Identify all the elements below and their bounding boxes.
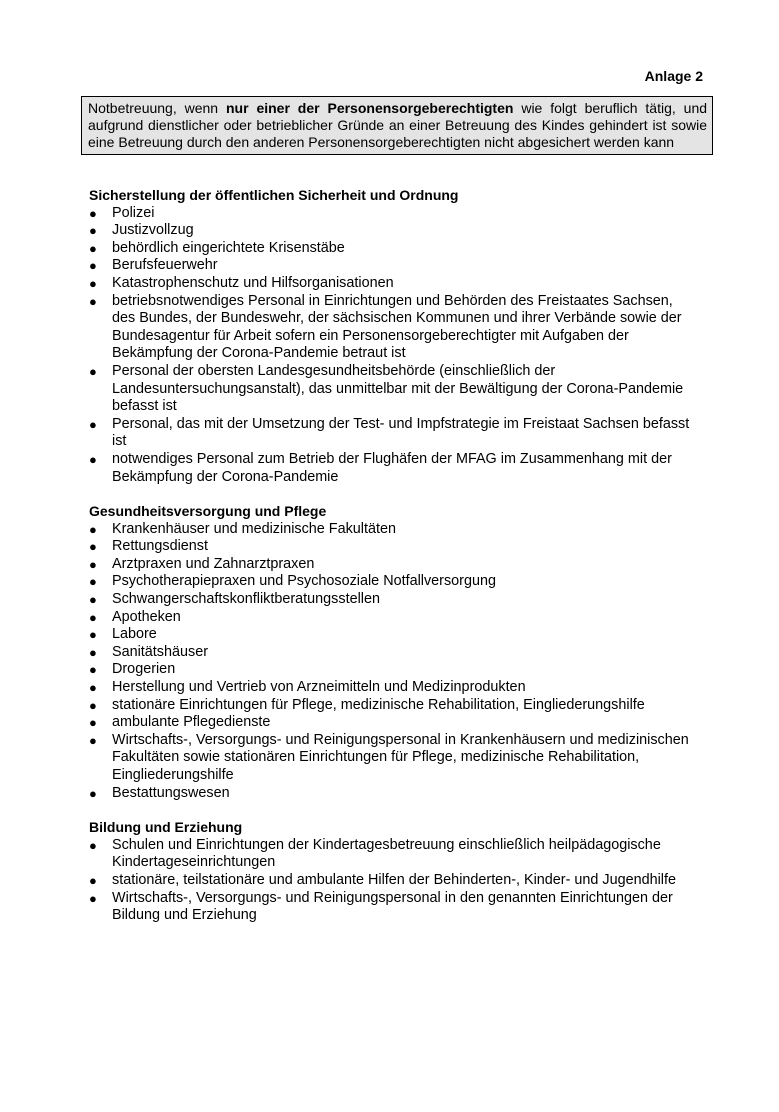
list-item-text: behördlich eingerichtete Krisenstäbe — [112, 239, 345, 256]
list-item — [89, 205, 699, 223]
bullet-icon: ● — [89, 837, 97, 853]
bullet-icon: ● — [89, 293, 97, 309]
list-item-text: Herstellung und Vertrieb von Arzneimitteln und Medizinprodukten — [112, 679, 526, 696]
list-item — [89, 293, 699, 363]
notice-text-start: Notbetreuung, wenn — [88, 100, 226, 116]
list-item-text: Drogerien — [112, 661, 176, 678]
list-item-text: Labore — [112, 626, 157, 643]
list-item — [89, 785, 699, 803]
section-title: Bildung und Erziehung — [89, 819, 243, 836]
list-item-text: ambulante Pflegedienste — [112, 714, 271, 731]
list-item — [89, 661, 699, 679]
list-item — [89, 521, 699, 539]
list-item-text: Schwangerschaftskonfliktberatungsstellen — [112, 591, 380, 608]
document-label: Anlage 2 — [644, 68, 703, 84]
item-list — [89, 521, 699, 803]
list-item — [89, 240, 699, 258]
list-item-text: Personal der obersten Landesgesundheitsbehörde (einschließlich der Landesuntersuchungsanstalt), das unmittelbar mit der Bewältigung der Corona-Pandemie befasst ist — [112, 362, 684, 415]
bullet-icon: ● — [89, 697, 97, 713]
sections-container — [89, 187, 699, 942]
bullet-icon: ● — [89, 223, 97, 239]
list-item — [89, 626, 699, 644]
list-item-text: Berufsfeuerwehr — [112, 257, 218, 274]
bullet-icon: ● — [89, 785, 97, 801]
list-item — [89, 732, 699, 785]
list-item-text: stationäre, teilstationäre und ambulante Hilfen der Behinderten-, Kinder- und Jugendhilfe — [112, 871, 676, 888]
list-item — [89, 275, 699, 293]
list-item-text: stationäre Einrichtungen für Pflege, medizinische Rehabilitation, Eingliederungshilfe — [112, 696, 645, 713]
item-list — [89, 837, 699, 925]
list-item — [89, 591, 699, 609]
bullet-icon: ● — [89, 872, 97, 888]
list-item — [89, 556, 699, 574]
list-item — [89, 609, 699, 627]
notice-box — [81, 96, 713, 155]
bullet-icon: ● — [89, 363, 97, 379]
list-item-text: Krankenhäuser und medizinische Fakultäten — [112, 520, 396, 537]
section-title: Sicherstellung der öffentlichen Sicherheit und Ordnung — [89, 187, 459, 203]
bullet-icon: ● — [89, 539, 97, 555]
list-item-text: Schulen und Einrichtungen der Kindertagesbetreuung einschließlich heilpädagogische Kindertageseinrichtungen — [112, 836, 661, 871]
list-item — [89, 538, 699, 556]
list-item-text: Psychotherapiepraxen und Psychosoziale Notfallversorgung — [112, 573, 496, 590]
bullet-icon: ● — [89, 732, 97, 748]
list-item-text: notwendiges Personal zum Betrieb der Flughäfen der MFAG im Zusammenhang mit der Bekämpfung der Corona-Pandemie — [112, 450, 672, 485]
list-item-text: Polizei — [112, 204, 155, 221]
bullet-icon: ● — [89, 556, 97, 572]
bullet-icon: ● — [89, 662, 97, 678]
list-item — [89, 257, 699, 275]
bullet-icon: ● — [89, 451, 97, 467]
list-item — [89, 222, 699, 240]
bullet-icon: ● — [89, 592, 97, 608]
list-item — [89, 890, 699, 925]
list-item — [89, 416, 699, 451]
list-item-text: Arztpraxen und Zahnarztpraxen — [112, 555, 315, 572]
list-item-text: Sanitätshäuser — [112, 643, 208, 660]
bullet-icon: ● — [89, 715, 97, 731]
list-item-text: betriebsnotwendiges Personal in Einrichtungen und Behörden des Freistaates Sachsen, des Bundes, der Bundeswehr, der sächsischen Kommunen und ihrer Verbände sowie der Bundesagentur für Arbeit sofern ein Personensorgeberechtigter mit Aufgaben der Bekämpfung der Corona-Pandemie betraut ist — [112, 292, 682, 362]
section-education — [89, 819, 699, 925]
bullet-icon: ● — [89, 680, 97, 696]
section-health-care — [89, 503, 699, 802]
list-item — [89, 872, 699, 890]
list-item — [89, 714, 699, 732]
bullet-icon: ● — [89, 609, 97, 625]
bullet-icon: ● — [89, 240, 97, 256]
bullet-icon: ● — [89, 275, 97, 291]
list-item — [89, 679, 699, 697]
section-public-safety — [89, 187, 699, 486]
list-item-text: Bestattungswesen — [112, 784, 230, 801]
list-item-text: Rettungsdienst — [112, 538, 208, 555]
bullet-icon: ● — [89, 205, 97, 221]
bullet-icon: ● — [89, 521, 97, 537]
list-item — [89, 363, 699, 416]
notice-text-end: wie folgt beruflich tätig, und aufgrund dienstlicher oder betrieblicher Gründe an einer Betreuung des Kindes gehindert ist sowie eine Betreuung durch den anderen Personensorgeberechtigten nicht abgesichert werden kann — [88, 100, 708, 151]
bullet-icon: ● — [89, 644, 97, 660]
bullet-icon: ● — [89, 890, 97, 906]
list-item-text: Katastrophenschutz und Hilfsorganisationen — [112, 274, 394, 291]
notice-text-bold: nur einer der Personensorgeberechtigten — [226, 100, 514, 116]
list-item — [89, 573, 699, 591]
list-item — [89, 837, 699, 872]
bullet-icon: ● — [89, 574, 97, 590]
list-item — [89, 644, 699, 662]
list-item-text: Apotheken — [112, 608, 181, 625]
item-list — [89, 205, 699, 487]
bullet-icon: ● — [89, 258, 97, 274]
list-item-text: Wirtschafts-, Versorgungs- und Reinigungspersonal in den genannten Einrichtungen der Bildung und Erziehung — [112, 889, 673, 924]
list-item — [89, 697, 699, 715]
bullet-icon: ● — [89, 627, 97, 643]
list-item-text: Personal, das mit der Umsetzung der Test- und Impfstrategie im Freistaat Sachsen befasst ist — [112, 415, 690, 450]
section-title: Gesundheitsversorgung und Pflege — [89, 503, 327, 520]
bullet-icon: ● — [89, 416, 97, 432]
list-item-text: Justizvollzug — [112, 222, 194, 239]
list-item — [89, 451, 699, 486]
list-item-text: Wirtschafts-, Versorgungs- und Reinigungspersonal in Krankenhäusern und medizinischen Fakultäten sowie stationären Einrichtungen für Pflege, medizinische Rehabilitation, Eingliederungshilfe — [112, 731, 689, 783]
